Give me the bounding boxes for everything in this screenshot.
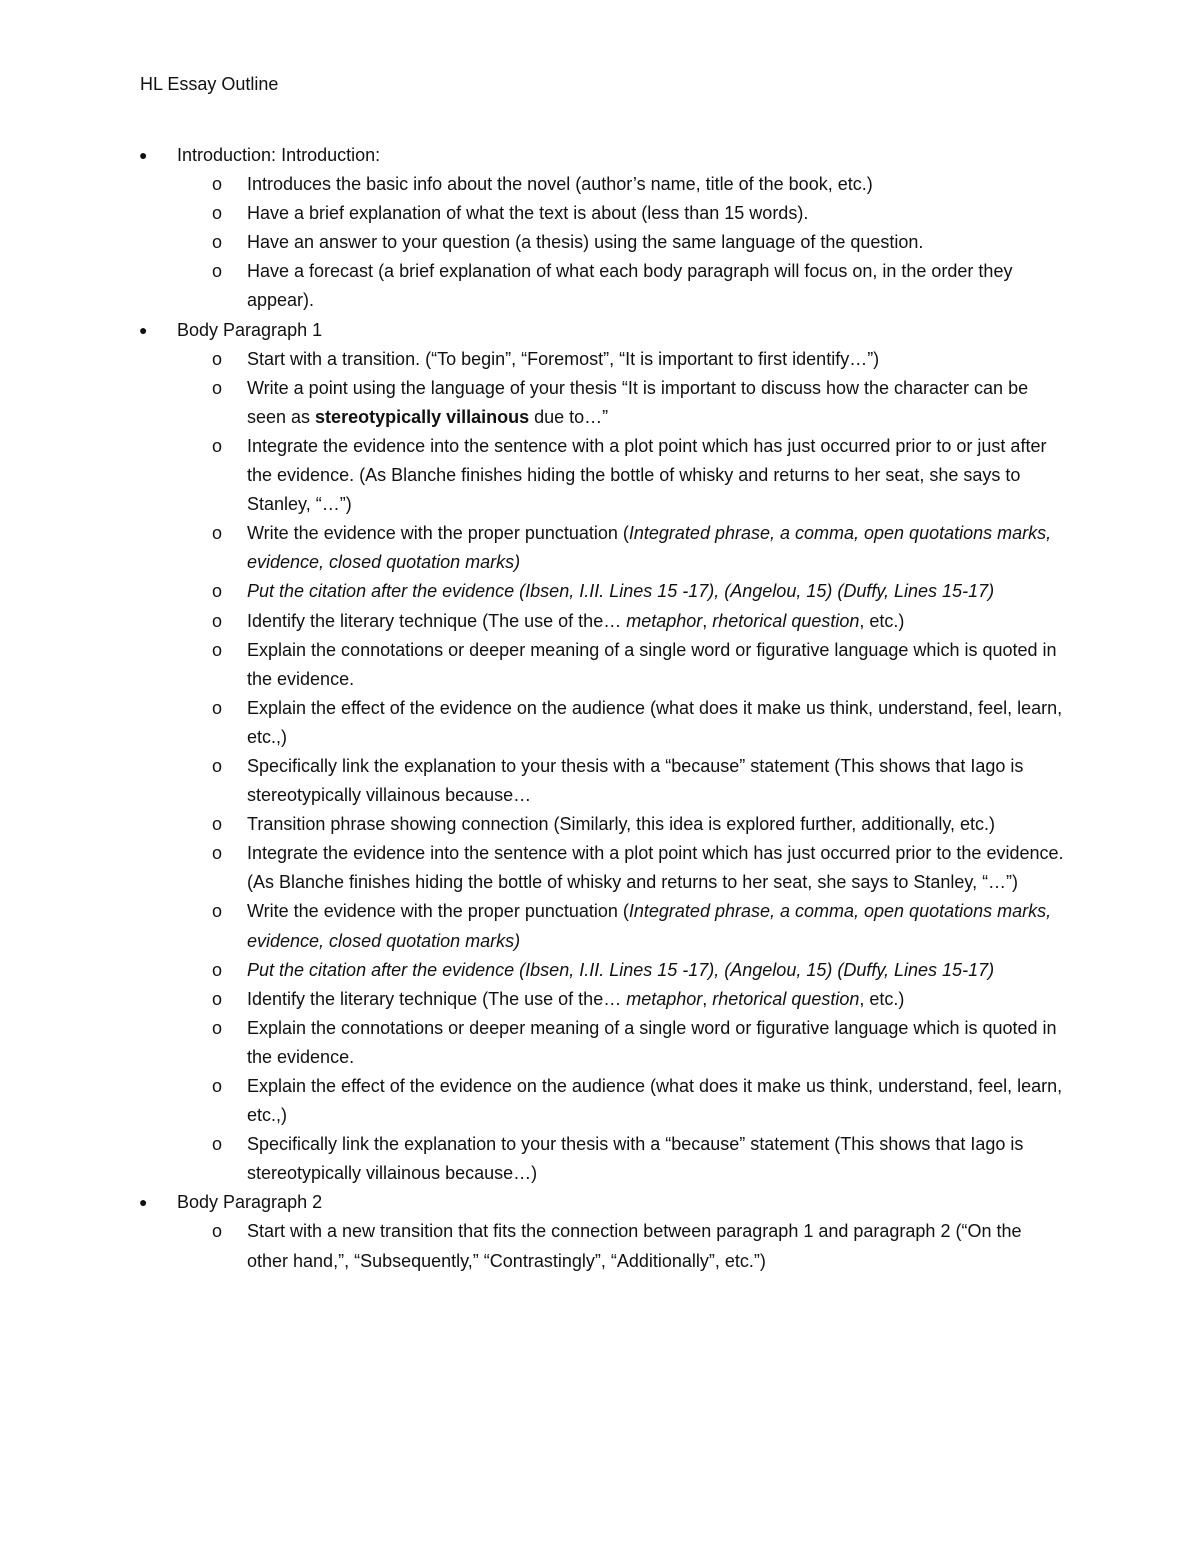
sub-bullet-icon: o bbox=[212, 523, 223, 544]
sub-bullet-icon: o bbox=[212, 610, 223, 631]
sub-bullet-icon: o bbox=[212, 1076, 223, 1096]
outline-item bbox=[0, 897, 1200, 955]
text-run: , etc.) bbox=[859, 610, 905, 631]
outline-item bbox=[0, 432, 1200, 519]
outline-item bbox=[0, 199, 1200, 228]
bullet-icon: ● bbox=[139, 1194, 148, 1211]
sub-bullet-icon: o bbox=[212, 203, 223, 224]
sub-bullet-icon: o bbox=[212, 843, 223, 864]
bullet-icon: ● bbox=[139, 147, 148, 163]
sub-bullet-icon: o bbox=[212, 901, 223, 922]
text-run: Write a point using the language of your thesis “It is important to discuss how the character can be seen as bbox=[247, 377, 1034, 427]
italic-text-run: metaphor bbox=[626, 610, 703, 631]
outline-item bbox=[0, 170, 1200, 199]
sub-bullet-icon: o bbox=[212, 348, 223, 369]
sub-bullet-icon: o bbox=[212, 435, 223, 456]
italic-text-run: Integrated phrase, a comma, open quotations marks, evidence, closed quotation marks) bbox=[247, 901, 1057, 951]
outline-item bbox=[0, 1217, 1200, 1275]
outline-item bbox=[0, 577, 1200, 606]
sub-bullet-icon: o bbox=[212, 639, 223, 660]
text-run: Identify the literary technique (The use of the… bbox=[247, 988, 627, 1009]
text-run: Write the evidence with the proper punctuation ( bbox=[247, 901, 629, 922]
sub-bullet-icon: o bbox=[212, 755, 223, 776]
text-run: Transition phrase showing connection (Similarly, this idea is explored further, additionally, etc.) bbox=[247, 814, 996, 835]
text-run: , bbox=[702, 610, 713, 631]
sub-bullet-icon: o bbox=[212, 697, 223, 718]
section-label: Body Paragraph 2 bbox=[177, 1192, 323, 1213]
text-run: , bbox=[702, 988, 713, 1009]
text-run: Integrate the evidence into the sentence with a plot point which has just occurred prior to or just after the evidence. (As Blanche finishes hiding the bottle of whisky and returns to her seat, she says to Stanley, “…”) bbox=[247, 435, 1052, 515]
text-run: Have a forecast (a brief explanation of what each body paragraph will focus on, in the order they appear). bbox=[247, 261, 1018, 311]
outline-item bbox=[0, 345, 1200, 374]
bold-text-run: stereotypically villainous bbox=[315, 406, 530, 427]
text-run: , etc.) bbox=[859, 988, 905, 1009]
sub-bullet-icon: o bbox=[212, 988, 223, 1009]
document-title: HL Essay Outline bbox=[140, 74, 279, 94]
outline-section bbox=[0, 1188, 1200, 1217]
sub-bullet-icon: o bbox=[212, 174, 223, 195]
sub-bullet-icon: o bbox=[212, 1221, 223, 1242]
outline-item bbox=[0, 985, 1200, 1014]
text-run: Have an answer to your question (a thesis) using the same language of the question. bbox=[247, 232, 924, 253]
sub-bullet-icon: o bbox=[212, 377, 223, 398]
italic-text-run: Put the citation after the evidence (Ibsen, I.II. Lines 15 -17), (Angelou, 15) (Duffy, Lines 15-17) bbox=[247, 959, 995, 980]
text-run: Start with a transition. (“To begin”, “Foremost”, “It is important to first identify…”) bbox=[247, 348, 880, 369]
outline-item bbox=[0, 839, 1200, 897]
sub-bullet-icon: o bbox=[212, 1134, 223, 1155]
text-run: due to…” bbox=[529, 406, 609, 427]
text-run: Specifically link the explanation to your thesis with a “because” statement (This shows that Iago is stereotypically villainous because…) bbox=[247, 1134, 1029, 1184]
text-run: Write the evidence with the proper punctuation ( bbox=[247, 523, 629, 544]
text-run: Explain the connotations or deeper meaning of a single word or figurative language which is quoted in the evidence. bbox=[247, 1017, 1062, 1067]
outline-item bbox=[0, 956, 1200, 985]
italic-text-run: Integrated phrase, a comma, open quotations marks, evidence, closed quotation marks) bbox=[247, 523, 1057, 573]
outline-item bbox=[0, 636, 1200, 694]
sub-bullet-icon: o bbox=[212, 581, 223, 602]
sub-bullet-icon: o bbox=[212, 261, 223, 282]
outline-item bbox=[0, 228, 1200, 257]
text-run: Specifically link the explanation to your thesis with a “because” statement (This shows that Iago is stereotypically villainous because… bbox=[247, 755, 1029, 806]
section-label: Introduction: Introduction: bbox=[177, 145, 381, 165]
outline-item bbox=[0, 1130, 1200, 1188]
sub-bullet-icon: o bbox=[212, 232, 223, 253]
outline-item bbox=[0, 519, 1200, 577]
text-run: Identify the literary technique (The use of the… bbox=[247, 610, 627, 631]
outline-section bbox=[0, 316, 1200, 345]
outline-list bbox=[0, 141, 1200, 1276]
text-run: Explain the connotations or deeper meaning of a single word or figurative language which is quoted in the evidence. bbox=[247, 639, 1062, 689]
bullet-icon: ● bbox=[139, 321, 148, 338]
outline-item bbox=[0, 1014, 1200, 1072]
text-run: Explain the effect of the evidence on the audience (what does it make us think, understand, feel, learn, etc.,) bbox=[247, 697, 1068, 747]
outline-item bbox=[0, 694, 1200, 752]
italic-text-run: rhetorical question bbox=[712, 988, 860, 1009]
sub-bullet-icon: o bbox=[212, 959, 223, 980]
text-run: Start with a new transition that fits the connection between paragraph 1 and paragraph 2 (“On the other hand,”, “Subsequently,” “Contrastingly”, “Additionally”, etc.”) bbox=[247, 1221, 1027, 1271]
outline-item bbox=[0, 1072, 1200, 1130]
sub-bullet-icon: o bbox=[212, 814, 223, 835]
sub-bullet-icon: o bbox=[212, 1017, 223, 1038]
outline-item bbox=[0, 752, 1200, 810]
outline-item bbox=[0, 810, 1200, 839]
section-label: Body Paragraph 1 bbox=[177, 319, 323, 340]
italic-text-run: metaphor bbox=[626, 988, 703, 1009]
italic-text-run: Put the citation after the evidence (Ibsen, I.II. Lines 15 -17), (Angelou, 15) (Duffy, Lines 15-17) bbox=[247, 581, 995, 602]
outline-item bbox=[0, 257, 1200, 315]
outline-item bbox=[0, 607, 1200, 636]
text-run: Introduces the basic info about the novel (author’s name, title of the book, etc.) bbox=[247, 174, 873, 195]
outline-section bbox=[0, 141, 1200, 170]
italic-text-run: rhetorical question bbox=[712, 610, 860, 631]
text-run: Integrate the evidence into the sentence with a plot point which has just occurred prior to the evidence. (As Blanche finishes hiding the bottle of whisky and returns to her seat, she says to Stanley, “…”) bbox=[247, 843, 1069, 893]
outline-item bbox=[0, 374, 1200, 432]
text-run: Have a brief explanation of what the text is about (less than 15 words). bbox=[247, 203, 809, 224]
text-run: Explain the effect of the evidence on the audience (what does it make us think, understand, feel, learn, etc.,) bbox=[247, 1076, 1068, 1126]
